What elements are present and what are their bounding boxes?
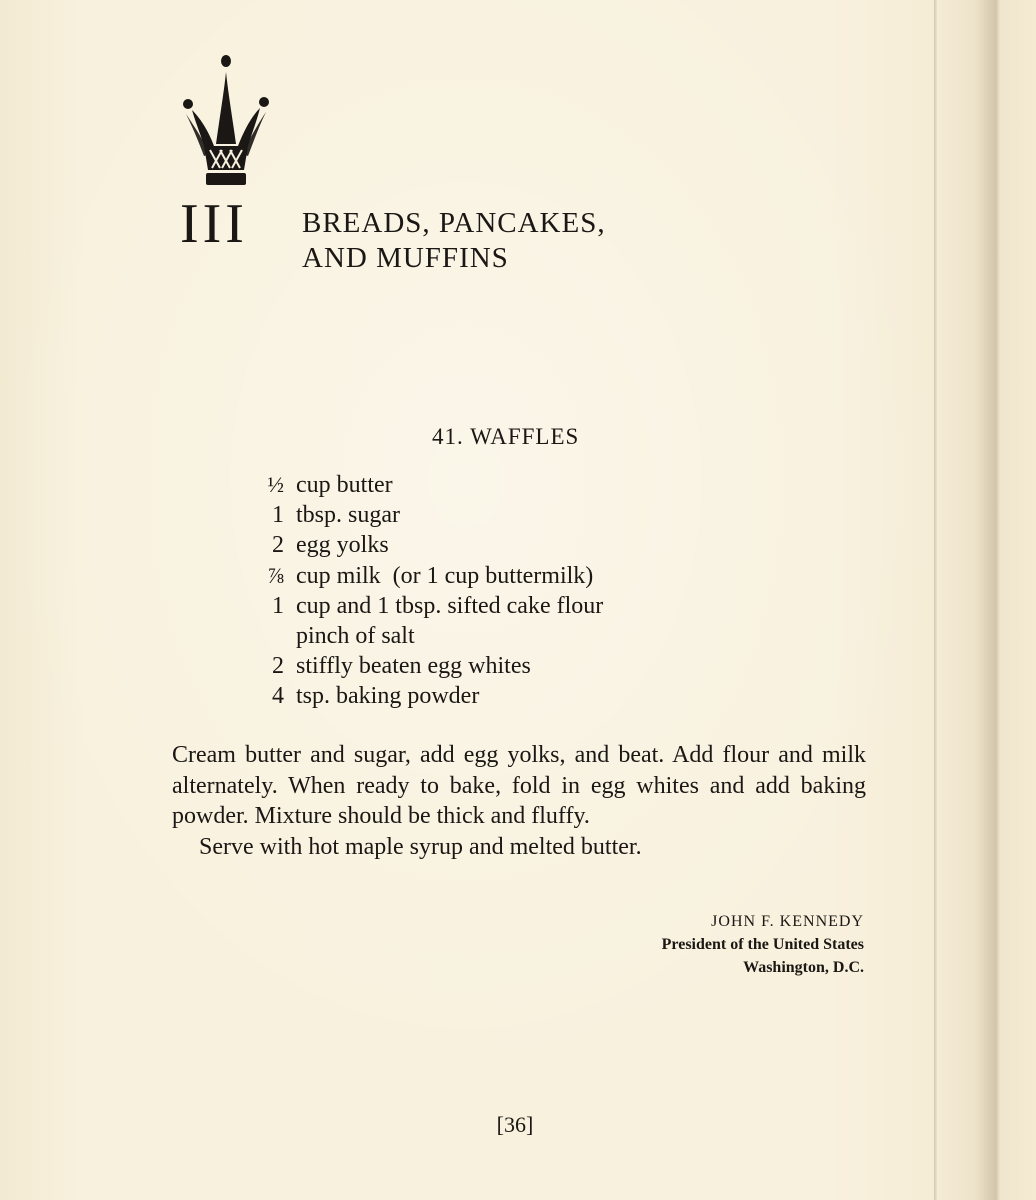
page-number: [36] <box>496 1112 534 1137</box>
ingredient-item <box>250 561 603 591</box>
ingredient-quantity: 1 <box>272 592 284 619</box>
ingredient-text: pinch of salt <box>296 623 415 650</box>
ingredient-text: tsp. baking powder <box>296 683 480 710</box>
ingredient-item <box>250 591 603 621</box>
ingredient-text: cup butter <box>296 472 393 498</box>
ingredient-text: cup and 1 tbsp. sifted cake flour <box>296 592 604 619</box>
attribution-title: President of the United States <box>661 936 864 953</box>
ingredient-item <box>250 530 603 560</box>
ingredient-text: stiffly beaten egg whites <box>296 653 531 680</box>
attribution-name: JOHN F. KENNEDY <box>711 913 864 930</box>
ingredient-text: tbsp. sugar <box>296 502 400 529</box>
ingredient-quantity <box>250 621 296 651</box>
ingredient-item <box>250 681 603 711</box>
ingredient-quantity: 4 <box>272 683 284 710</box>
chapter-title-line-2: AND MUFFINS <box>302 242 509 274</box>
chapter-title <box>302 206 606 276</box>
ingredient-quantity: ½ <box>267 472 284 497</box>
ingredient-quantity: ⅞ <box>267 562 284 588</box>
instruction-paragraph: Serve with hot maple syrup and melted butter. <box>199 833 642 860</box>
instruction-paragraph: Cream butter and sugar, add egg yolks, and beat. Add flour and milk alternately. When ready to bake, fold in egg whites and add baking powder. Mixture should be thick and fluffy. <box>172 742 866 829</box>
attribution-location: Washington, D.C. <box>743 959 864 976</box>
ingredient-text: egg yolks <box>296 532 389 559</box>
chapter-title-line-1: BREADS, PANCAKES, <box>302 207 606 239</box>
ingredient-quantity: 1 <box>272 502 284 529</box>
ingredient-item <box>250 651 603 681</box>
ingredient-quantity: 2 <box>272 653 284 680</box>
ingredient-text: cup milk (or 1 cup buttermilk) <box>296 562 594 589</box>
recipe-title: 41. WAFFLES <box>432 424 580 449</box>
ingredient-item <box>250 621 603 651</box>
chapter-numeral: III <box>180 193 248 255</box>
ingredient-list <box>250 470 603 712</box>
page-edge <box>936 0 1036 1200</box>
ingredient-item <box>250 500 603 530</box>
crown-icon <box>180 52 272 188</box>
ingredient-quantity: 2 <box>272 532 284 559</box>
recipe-instructions <box>172 740 866 862</box>
ingredient-item <box>250 470 603 500</box>
attribution <box>662 910 864 979</box>
